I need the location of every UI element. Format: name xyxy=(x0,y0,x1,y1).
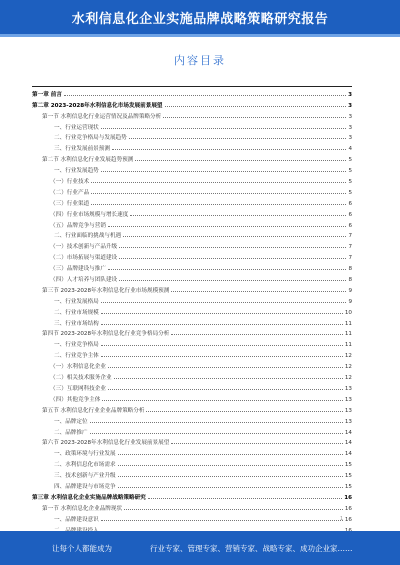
toc-entry-text: 三、行业发展前景预测 xyxy=(54,146,110,153)
toc-entry[interactable] xyxy=(32,490,352,501)
toc-entry-text: （四）其他竞争主体 xyxy=(50,396,101,403)
toc-entry-text: 第五节 水利信息化行业企业品牌策略分析 xyxy=(42,407,145,414)
toc-leader-dots xyxy=(119,258,346,259)
toc-leader-dots xyxy=(91,182,346,183)
toc-entry[interactable] xyxy=(32,359,352,370)
toc-entry-text: 一、品牌定位 xyxy=(54,418,88,425)
toc-entry-page: 3 xyxy=(348,91,352,98)
toc-leader-dots xyxy=(124,509,343,510)
toc-leader-dots xyxy=(165,106,347,107)
toc-entry-text: 一、行业竞争格局 xyxy=(54,342,99,349)
toc-entry-text: （一）水利信息化企业 xyxy=(50,364,106,371)
toc-entry[interactable] xyxy=(32,337,352,348)
toc-entry-page: 14 xyxy=(344,429,352,436)
toc-entry-page: 15 xyxy=(344,483,352,490)
toc-entry[interactable] xyxy=(32,141,352,152)
toc-leader-dots xyxy=(90,433,343,434)
toc-leader-dots xyxy=(101,356,343,357)
footer-slogan-roles: 行业专家、管理专家、营销专家、战略专家、成功企业家…… xyxy=(150,543,353,553)
table-of-contents xyxy=(32,86,352,534)
toc-entry-page: 6 xyxy=(348,222,352,229)
toc-entry[interactable] xyxy=(32,457,352,468)
toc-entry-text: （二）市场拓展与渠道建设 xyxy=(50,255,118,262)
toc-leader-dots xyxy=(108,269,346,270)
toc-leader-dots xyxy=(114,378,343,379)
toc-entry-page: 7 xyxy=(348,244,352,251)
toc-entry[interactable] xyxy=(32,381,352,392)
toc-entry-page: 5 xyxy=(348,179,352,186)
toc-entry-text: （一）行业技术 xyxy=(50,179,90,186)
toc-entry[interactable] xyxy=(32,261,352,272)
toc-entry-text: 第一节 水利信息化行业运营情况及品牌策略分析 xyxy=(42,113,162,120)
toc-entry[interactable] xyxy=(32,425,352,436)
toc-entry[interactable] xyxy=(32,370,352,381)
toc-leader-dots xyxy=(171,443,343,444)
toc-leader-dots xyxy=(101,324,343,325)
toc-entry-page: 14 xyxy=(344,451,352,458)
toc-entry-page: 12 xyxy=(344,375,352,382)
toc-leader-dots xyxy=(101,313,343,314)
toc-entry[interactable] xyxy=(32,348,352,359)
toc-entry[interactable] xyxy=(32,207,352,218)
toc-entry-text: 第六节 2023-2028年水利信息化行业发展前景展望 xyxy=(42,440,170,447)
toc-entry-text: （一）技术创新与产品升级 xyxy=(50,244,118,251)
toc-leader-dots xyxy=(146,411,342,412)
toc-entry[interactable] xyxy=(32,185,352,196)
toc-entry-text: 二、行业市场规模 xyxy=(54,309,99,316)
toc-entry-text: 第三章 水利信息化企业实施品牌战略策略研究 xyxy=(32,494,146,501)
toc-leader-dots xyxy=(64,95,346,96)
toc-entry-text: 二、行业竞争主体 xyxy=(54,353,99,360)
toc-entry-page: 7 xyxy=(348,233,352,240)
toc-entry[interactable] xyxy=(32,392,352,403)
toc-entry[interactable] xyxy=(32,436,352,447)
toc-entry-page: 13 xyxy=(344,396,352,403)
toc-entry-page: 9 xyxy=(348,287,352,294)
toc-entry-page: 8 xyxy=(348,266,352,273)
toc-entry-text: 二、品牌推广 xyxy=(54,429,88,436)
toc-leader-dots xyxy=(101,171,347,172)
toc-entry-page: 3 xyxy=(348,124,352,131)
toc-entry[interactable] xyxy=(32,512,352,523)
toc-entry-text: 第二节 水利信息化行业发展趋势预测 xyxy=(42,157,134,164)
toc-entry-page: 16 xyxy=(344,516,352,523)
toc-entry-text: 三、行业市场结构 xyxy=(54,320,99,327)
toc-entry-page: 16 xyxy=(344,505,352,512)
toc-entry[interactable] xyxy=(32,294,352,305)
toc-entry[interactable] xyxy=(32,446,352,457)
toc-entry-text: 一、行业运营现状 xyxy=(54,124,99,131)
toc-entry-text: （二）行业产品 xyxy=(50,189,90,196)
toc-leader-dots xyxy=(112,149,346,150)
toc-entry-text: 第一节 水利信息化企业品牌现状 xyxy=(42,505,123,512)
toc-entry[interactable] xyxy=(32,479,352,490)
toc-entry[interactable] xyxy=(32,239,352,250)
toc-leader-dots xyxy=(101,345,343,346)
toc-entry[interactable] xyxy=(32,250,352,261)
toc-leader-dots xyxy=(118,487,343,488)
toc-entry-text: （四）行业市场规模与增长速度 xyxy=(50,211,129,218)
toc-entry-text: 第三节 2023-2028年水利信息化行业市场规模预测 xyxy=(42,287,170,294)
toc-entry[interactable] xyxy=(32,218,352,229)
toc-entry-page: 12 xyxy=(344,364,352,371)
toc-entry-page: 6 xyxy=(348,211,352,218)
toc-entry[interactable] xyxy=(32,131,352,142)
toc-entry-page: 5 xyxy=(348,189,352,196)
footer-banner xyxy=(0,531,400,565)
toc-entry-page: 11 xyxy=(344,331,352,338)
toc-entry-page: 9 xyxy=(348,298,352,305)
toc-entry-text: （三）行业渠道 xyxy=(50,200,90,207)
toc-entry[interactable] xyxy=(32,98,352,109)
toc-entry-text: （二）相关技术服务企业 xyxy=(50,375,112,382)
toc-entry-text: 一、品牌建设意识 xyxy=(54,516,99,523)
toc-leader-dots xyxy=(108,367,343,368)
toc-entry-text: （三）互联网科技企业 xyxy=(50,385,106,392)
toc-entry-page: 5 xyxy=(348,157,352,164)
toc-entry-text: （三）品牌建设与推广 xyxy=(50,266,106,273)
toc-leader-dots xyxy=(108,226,346,227)
page-number: 1 xyxy=(340,516,344,522)
toc-entry-page: 13 xyxy=(344,418,352,425)
toc-leader-dots xyxy=(101,128,347,129)
toc-entry-page: 3 xyxy=(348,113,352,120)
toc-leader-dots xyxy=(91,204,346,205)
toc-entry-page: 7 xyxy=(348,255,352,262)
toc-entry-text: 二、水利信息化市场需求 xyxy=(54,462,116,469)
toc-leader-dots xyxy=(129,138,347,139)
toc-entry-text: 第二章 2023-2028年水利信息化市场发展前景展望 xyxy=(32,102,163,109)
toc-entry-text: 一、政策环境与行业发展 xyxy=(54,451,116,458)
toc-entry-page: 13 xyxy=(344,407,352,414)
toc-entry[interactable] xyxy=(32,109,352,120)
toc-entry-page: 15 xyxy=(344,462,352,469)
document-title: 水利信息化企业实施品牌战略策略研究报告 xyxy=(71,11,329,27)
toc-heading: 内容目录 xyxy=(174,54,226,67)
toc-entry-page: 16 xyxy=(344,494,352,501)
toc-entry-text: （四）人才培养与团队建设 xyxy=(50,277,118,284)
toc-entry[interactable] xyxy=(32,174,352,185)
toc-entry-text: 二、行业面临的挑战与机遇 xyxy=(54,233,122,240)
toc-entry-page: 3 xyxy=(348,135,352,142)
header-banner xyxy=(0,0,400,34)
toc-entry[interactable] xyxy=(32,152,352,163)
toc-entry-page: 13 xyxy=(344,385,352,392)
toc-entry-text: 一、行业发展趋势 xyxy=(54,168,99,175)
toc-entry[interactable] xyxy=(32,229,352,240)
toc-entry-page: 3 xyxy=(348,102,352,109)
toc-entry[interactable] xyxy=(32,316,352,327)
footer-slogan: 让每个人都能成为 xyxy=(52,543,112,553)
toc-entry[interactable] xyxy=(32,272,352,283)
toc-leader-dots xyxy=(171,334,343,335)
toc-leader-dots xyxy=(118,476,343,477)
toc-leader-dots xyxy=(119,280,346,281)
toc-leader-dots xyxy=(118,454,343,455)
toc-entry-text: 第一章 前言 xyxy=(32,91,62,98)
toc-entry-text: 四、品牌建设与市场竞争 xyxy=(54,483,116,490)
toc-entry-page: 6 xyxy=(348,200,352,207)
toc-entry-page: 15 xyxy=(344,473,352,480)
toc-entry[interactable] xyxy=(32,120,352,131)
toc-leader-dots xyxy=(123,236,346,237)
toc-entry-text: 二、行业竞争格局与发展趋势 xyxy=(54,135,127,142)
toc-entry-text: 第四节 2023-2028年水利信息化行业竞争格局分析 xyxy=(42,331,170,338)
toc-leader-dots xyxy=(118,465,343,466)
toc-entry-text: 一、行业发展格局 xyxy=(54,298,99,305)
toc-leader-dots xyxy=(148,498,342,499)
toc-entry[interactable] xyxy=(32,163,352,174)
toc-entry[interactable] xyxy=(32,468,352,479)
toc-entry-page: 5 xyxy=(348,168,352,175)
toc-entry-page: 8 xyxy=(348,277,352,284)
toc-leader-dots xyxy=(119,247,346,248)
toc-entry-page: 4 xyxy=(348,146,352,153)
header-divider xyxy=(0,34,400,37)
toc-leader-dots xyxy=(135,160,346,161)
toc-entry-page: 11 xyxy=(344,320,352,327)
toc-entry-page: 12 xyxy=(344,353,352,360)
toc-entry-page: 11 xyxy=(344,342,352,349)
toc-entry[interactable] xyxy=(32,501,352,512)
toc-leader-dots xyxy=(90,422,343,423)
toc-entry-page: 14 xyxy=(344,440,352,447)
toc-leader-dots xyxy=(163,117,346,118)
toc-entry-page: 10 xyxy=(344,309,352,316)
toc-entry[interactable] xyxy=(32,414,352,425)
toc-leader-dots xyxy=(101,520,343,521)
toc-entry[interactable] xyxy=(32,196,352,207)
toc-entry-text: 三、技术创新与产业升级 xyxy=(54,473,116,480)
toc-leader-dots xyxy=(171,291,346,292)
toc-entry[interactable] xyxy=(32,403,352,414)
toc-leader-dots xyxy=(108,389,343,390)
toc-leader-dots xyxy=(101,302,347,303)
toc-entry[interactable] xyxy=(32,87,352,98)
toc-leader-dots xyxy=(91,193,346,194)
toc-leader-dots xyxy=(102,400,343,401)
toc-entry[interactable] xyxy=(32,283,352,294)
toc-entry-text: （五）品牌竞争与营销 xyxy=(50,222,106,229)
toc-entry[interactable] xyxy=(32,327,352,338)
toc-entry[interactable] xyxy=(32,305,352,316)
toc-leader-dots xyxy=(130,215,346,216)
